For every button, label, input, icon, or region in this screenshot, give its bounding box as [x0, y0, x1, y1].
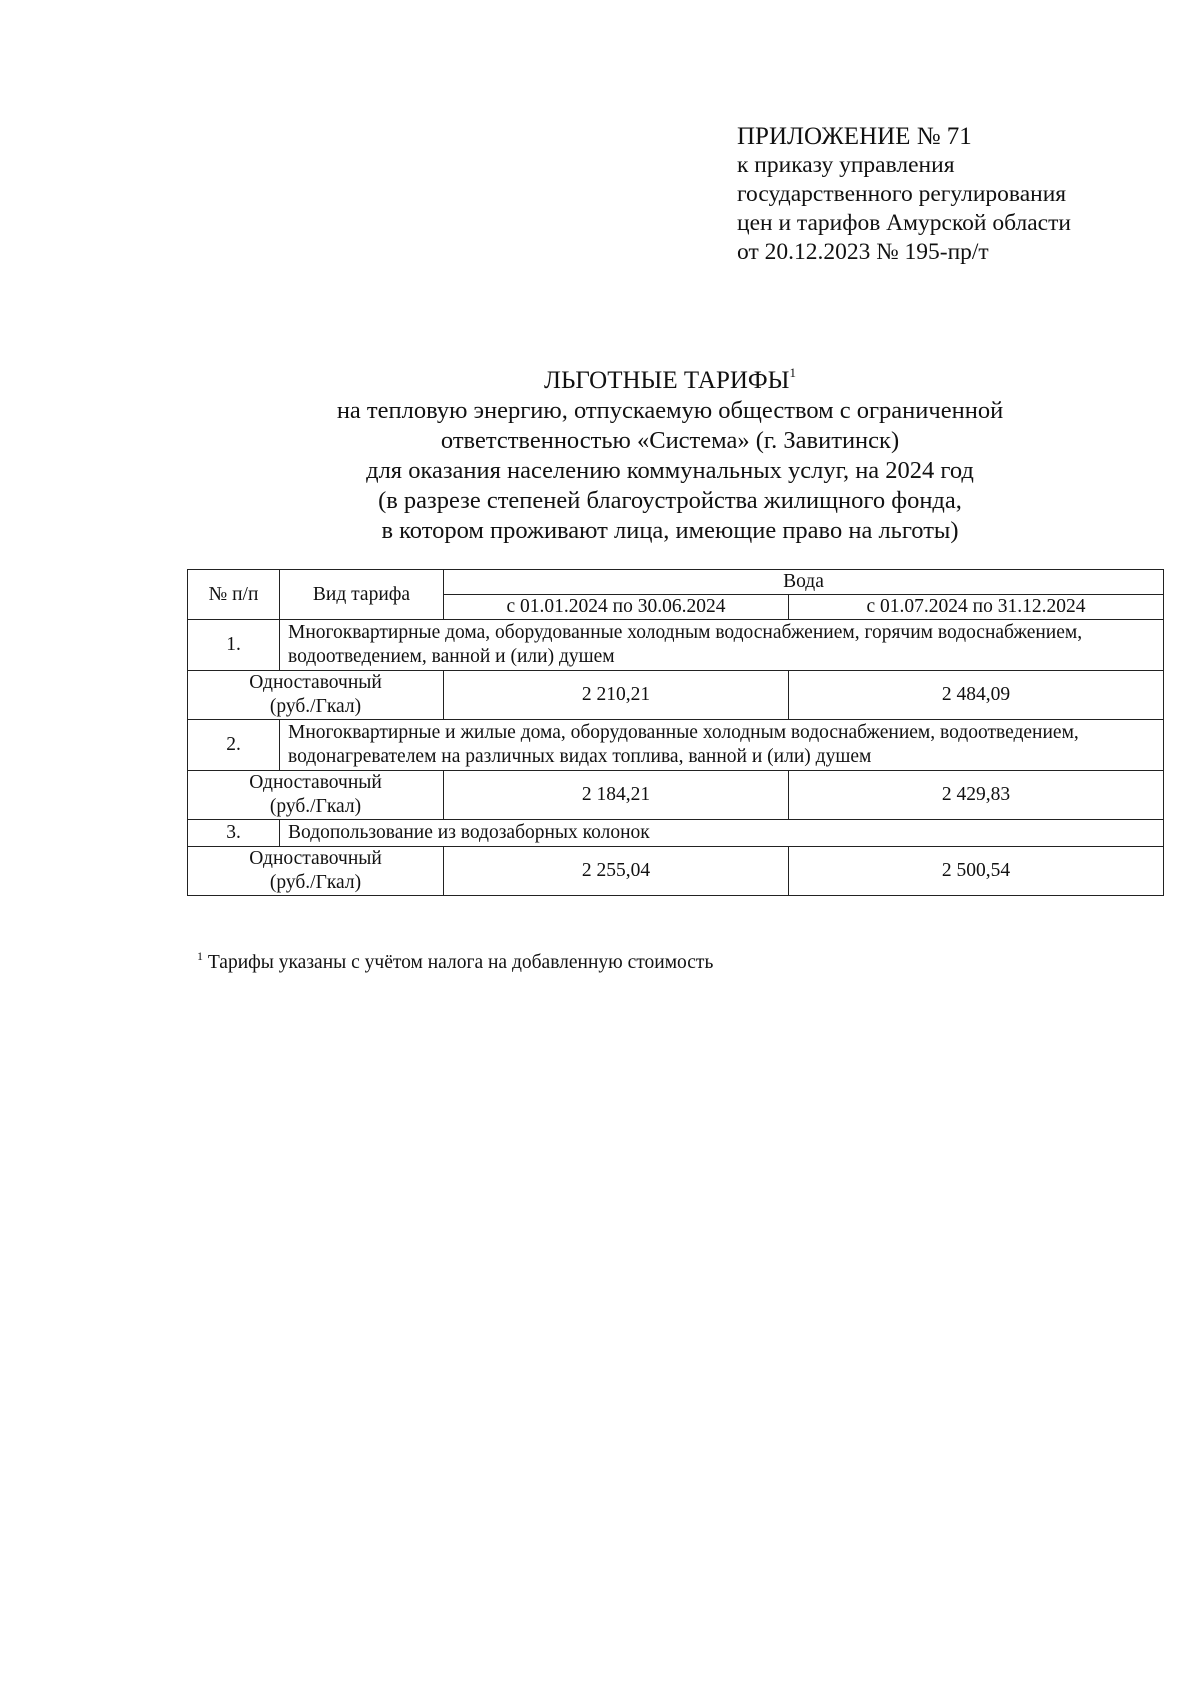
tariff-label-cell [188, 671, 444, 720]
footnote-text: Тарифы указаны с учётом налога на добавленную стоимость [207, 952, 714, 973]
footnote [197, 951, 713, 975]
header-period-2: с 01.07.2024 по 31.12.2024 [789, 595, 1164, 620]
document-title [170, 366, 1170, 396]
appendix-line: от 20.12.2023 № 195-пр/т [737, 239, 989, 265]
tariff-value-period-1: 2 210,21 [444, 671, 789, 720]
heading-line: на тепловую энергию, отпускаемую обществом с ограниченной [336, 397, 1004, 424]
group-number: 2. [188, 720, 280, 771]
tariff-table [187, 569, 1164, 896]
tariff-value-period-2: 2 500,54 [789, 847, 1164, 896]
group-description: Многоквартирные и жилые дома, оборудованные холодным водоснабжением, водоотведением, водонагревателем на различных видах топлива, ванной и (или) душем [280, 720, 1164, 771]
group-description: Водопользование из водозаборных колонок [280, 820, 1164, 847]
tariff-unit: (руб./Гкал) [269, 796, 362, 817]
table-row [188, 847, 1164, 896]
group-description: Многоквартирные дома, оборудованные холодным водоснабжением, горячим водоснабжением, водоотведением, ванной и (или) душем [280, 620, 1164, 671]
table-header-row [188, 570, 1164, 595]
table-row [188, 771, 1164, 820]
appendix-line: цен и тарифов Амурской области [737, 210, 1071, 236]
footnote-mark: 1 [197, 949, 203, 963]
document-title-text: ЛЬГОТНЫЕ ТАРИФЫ [544, 367, 790, 394]
header-group: Вода [444, 570, 1164, 595]
tariff-unit: (руб./Гкал) [269, 872, 362, 893]
table-row-group [188, 620, 1164, 671]
heading-line: для оказания населению коммунальных услуг, на 2024 год [366, 457, 974, 484]
heading-line: в котором проживают лица, имеющие право на льготы) [381, 517, 959, 544]
header-number: № п/п [188, 570, 280, 620]
table-row-group [188, 720, 1164, 771]
tariff-label-cell [188, 847, 444, 896]
appendix-title: ПРИЛОЖЕНИЕ № 71 [737, 123, 972, 150]
header-tariff-type: Вид тарифа [280, 570, 444, 620]
tariff-label: Одноставочный [249, 772, 382, 793]
footnote-mark: 1 [789, 365, 796, 380]
tariff-value-period-2: 2 484,09 [789, 671, 1164, 720]
group-number: 3. [188, 820, 280, 847]
tariff-value-period-1: 2 255,04 [444, 847, 789, 896]
tariff-unit: (руб./Гкал) [269, 696, 362, 717]
heading-line: (в разрезе степеней благоустройства жилищного фонда, [378, 487, 962, 514]
tariff-label: Одноставочный [249, 672, 382, 693]
heading-line: ответственностью «Система» (г. Завитинск) [440, 427, 900, 454]
tariff-value-period-1: 2 184,21 [444, 771, 789, 820]
tariff-label-cell [188, 771, 444, 820]
tariff-value-period-2: 2 429,83 [789, 771, 1164, 820]
group-number: 1. [188, 620, 280, 671]
appendix-block [737, 122, 1071, 267]
document-heading [170, 366, 1170, 546]
appendix-line: к приказу управления [737, 152, 955, 178]
tariff-label: Одноставочный [249, 848, 382, 869]
header-period-1: с 01.01.2024 по 30.06.2024 [444, 595, 789, 620]
appendix-line: государственного регулирования [737, 181, 1067, 207]
table-row-group [188, 820, 1164, 847]
table-row [188, 671, 1164, 720]
